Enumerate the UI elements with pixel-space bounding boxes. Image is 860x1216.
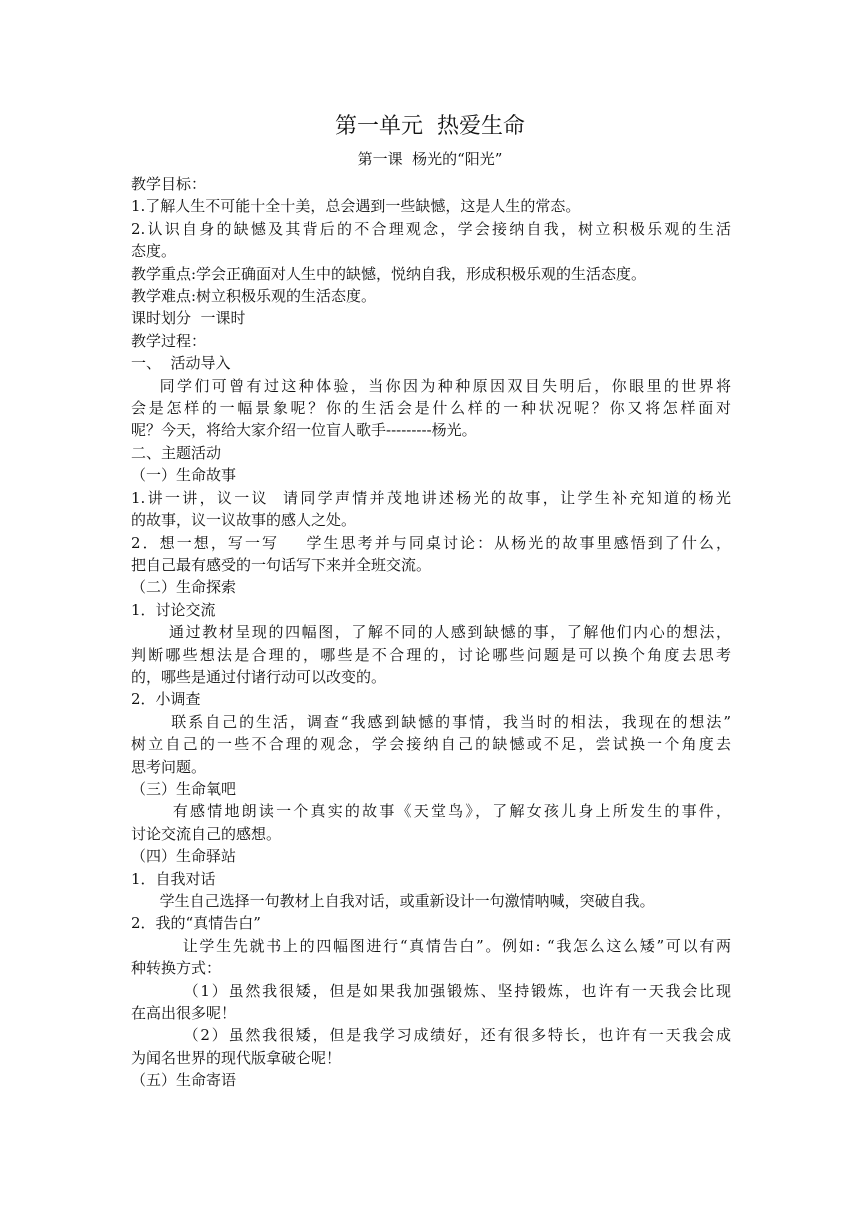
text-line: 教学难点:树立积极乐观的生活态度。 bbox=[131, 287, 377, 306]
text-line: 课时划分 一课时 bbox=[131, 309, 246, 328]
text-line: 树立自己的一些不合理的观念，学会接纳自己的缺憾或不足，尝试换一个角度去 bbox=[131, 735, 731, 754]
text-line: 呢？今天，将给大家介绍一位盲人歌手---------杨光。 bbox=[131, 421, 477, 440]
text-line: 同学们可曾有过这种体验，当你因为种种原因双目失明后，你眼里的世界将 bbox=[131, 376, 731, 395]
lesson-body bbox=[131, 173, 731, 1092]
text-line: 二、主题活动 bbox=[131, 443, 222, 462]
text-line: 一、 活动导入 bbox=[131, 354, 231, 373]
text-line: （2）虽然我很矮，但是我学习成绩好，还有很多特长，也许有一天我会成 bbox=[131, 1026, 731, 1045]
text-line: 学生自己选择一句教材上自我对话，或重新设计一句激情呐喊，突破自我。 bbox=[131, 892, 655, 910]
text-line: 2．小调查 bbox=[131, 690, 201, 709]
text-line: （二）生命探索 bbox=[131, 578, 237, 597]
text-line: 为闻名世界的现代版拿破仑呢！ bbox=[131, 1048, 342, 1067]
text-line: （四）生命驿站 bbox=[131, 847, 237, 866]
text-line: 在高出很多呢！ bbox=[131, 1004, 237, 1023]
lesson-title: 第一课 杨光的“阳光” bbox=[357, 150, 503, 168]
text-line: 教学过程： bbox=[131, 331, 207, 350]
text-line: 1.了解人生不可能十全十美，总会遇到一些缺憾，这是人生的常态。 bbox=[131, 197, 581, 216]
text-line: 教学重点:学会正确面对人生中的缺憾，悦纳自我，形成积极乐观的生活态度。 bbox=[131, 264, 647, 283]
text-line: 讨论交流自己的感想。 bbox=[131, 824, 282, 843]
text-line: 1．自我对话 bbox=[131, 869, 216, 888]
text-line: 联系自己的生活，调查“我感到缺憾的事情，我当时的相法，我现在的想法” bbox=[131, 712, 731, 731]
text-line: 会是怎样的一幅景象呢？你的生活会是什么样的一种状况呢？你又将怎样面对 bbox=[131, 399, 731, 418]
text-line: 判断哪些想法是合理的，哪些是不合理的，讨论哪些问题是可以换个角度去思考 bbox=[131, 645, 731, 664]
text-line: （1）虽然我很矮，但是如果我加强锻炼、坚持锻炼，也许有一天我会比现 bbox=[131, 981, 731, 1000]
text-line: 2．我的“真情告白” bbox=[131, 914, 261, 933]
text-line: （一）生命故事 bbox=[131, 466, 237, 485]
unit-title: 第一单元 热爱生命 bbox=[335, 114, 525, 139]
text-line: 2.认识自身的缺憾及其背后的不合理观念，学会接纳自我，树立积极乐观的生活 bbox=[131, 219, 731, 238]
text-line: 1.讲一讲，议一议 请同学声情并茂地讲述杨光的故事，让学生补充知道的杨光 bbox=[131, 488, 731, 507]
text-line: （五）生命寄语 bbox=[131, 1071, 237, 1090]
text-line: （三）生命氧吧 bbox=[131, 779, 237, 798]
text-line: 让学生先就书上的四幅图进行“真情告白”。例如: “我怎么这么矮”可以有两 bbox=[131, 936, 731, 955]
text-line: 2．想一想，写一写 学生思考并与同桌讨论：从杨光的故事里感悟到了什么， bbox=[131, 533, 731, 552]
text-line: 有感情地朗读一个真实的故事《天堂鸟》，了解女孩儿身上所发生的事件， bbox=[131, 802, 731, 821]
text-line: 的故事，议一议故事的感人之处。 bbox=[131, 511, 357, 530]
text-line: 种转换方式： bbox=[131, 959, 222, 978]
text-line: 态度。 bbox=[131, 242, 177, 261]
text-line: 教学目标： bbox=[131, 175, 207, 193]
text-line: 的，哪些是通过付诸行动可以改变的。 bbox=[131, 667, 387, 686]
text-line: 思考问题。 bbox=[131, 757, 207, 776]
text-line: 1．讨论交流 bbox=[131, 600, 216, 619]
text-line: 把自己最有感受的一句话写下来并全班交流。 bbox=[131, 555, 432, 574]
text-line: 通过教材呈现的四幅图，了解不同的人感到缺憾的事，了解他们内心的想法， bbox=[131, 623, 731, 642]
